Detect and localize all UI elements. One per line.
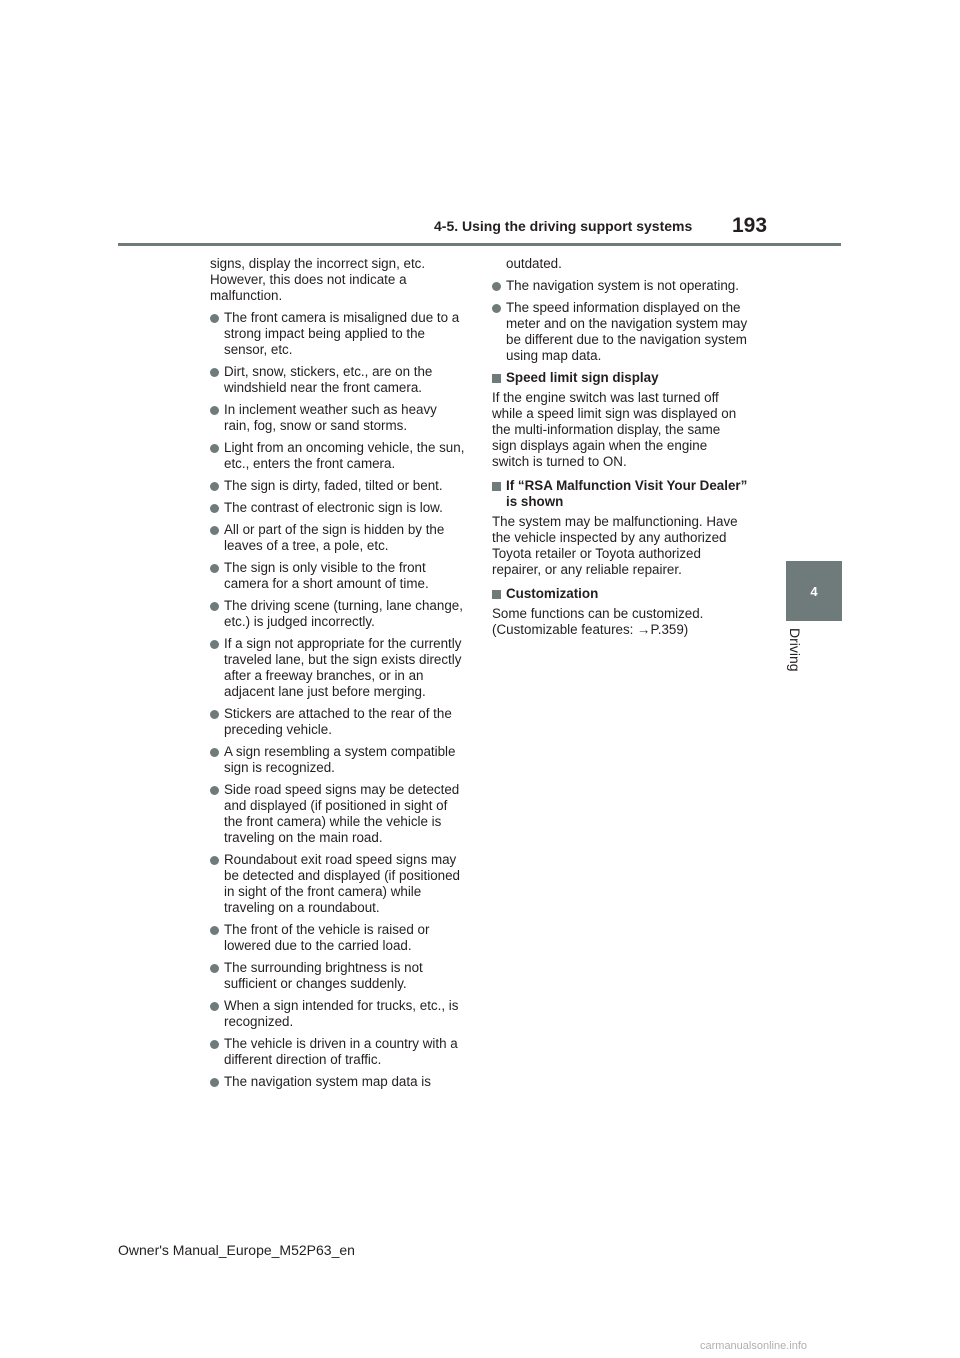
bullet-dot-icon [210,926,219,935]
list-item [210,598,466,630]
bullet-dot-icon [210,1002,219,1011]
list-item-text: Dirt, snow, stickers, etc., are on the windshield near the front camera. [224,364,433,395]
list-item-text: The navigation system is not operating. [506,278,739,293]
list-item-text: The sign is dirty, faded, tilted or bent. [224,478,443,493]
bullet-dot-icon [210,856,219,865]
section-heading [492,586,748,602]
section-body: If the engine switch was last turned off while a speed limit sign was displayed on the multi-information display, the same sign displays again when the engine switch is turned to ON. [492,390,737,469]
list-item [210,636,466,700]
list-item-text: The front camera is misaligned due to a strong impact being applied to the sensor, etc. [224,310,460,357]
list-item [210,522,466,554]
list-item-text: Light from an oncoming vehicle, the sun, etc., enters the front camera. [224,440,465,471]
list-item [492,278,748,294]
list-item [210,560,466,592]
page-number: 193 [732,214,768,237]
list-item [210,744,466,776]
right-bullet-list [492,278,748,364]
bullet-dot-icon [210,444,219,453]
list-item [210,402,466,434]
bullet-dot-icon [210,786,219,795]
left-column [210,256,466,1096]
list-item-text: When a sign intended for trucks, etc., is recognized. [224,998,459,1029]
list-item-text: The navigation system map data is [224,1074,431,1089]
list-item-text: Side road speed signs may be detected and displayed (if positioned in sight of the front camera) while the vehicle is traveling on the main road. [224,782,460,845]
section-heading-text: If “RSA Malfunction Visit Your Dealer” is shown [506,478,748,509]
section-heading [492,478,748,510]
list-item [210,310,466,358]
continued-text: outdated. [506,256,562,271]
list-item [210,440,466,472]
left-bullet-list [210,310,466,1090]
list-item-text: In inclement weather such as heavy rain, fog, snow or sand storms. [224,402,437,433]
square-bullet-icon [492,482,501,491]
footer-manual-id: Owner's Manual_Europe_M52P63_en [118,1242,355,1258]
list-item-text: The surrounding brightness is not sufficient or changes suddenly. [224,960,423,991]
bullet-dot-icon [210,602,219,611]
section-body: Some functions can be customized. (Customizable features: →P.359) [492,606,704,637]
list-item-text: All or part of the sign is hidden by the leaves of a tree, a pole, etc. [224,522,445,553]
chapter-number: 4 [810,583,818,599]
list-item [210,500,466,516]
watermark: carmanualsonline.info [700,1340,808,1352]
section-heading-text: Customization [506,586,599,601]
chapter-label: Driving [787,628,803,672]
bullet-dot-icon [210,526,219,535]
list-item [210,364,466,396]
list-item-text: A sign resembling a system compatible sign is recognized. [224,744,456,775]
bullet-dot-icon [210,482,219,491]
list-item [210,1036,466,1068]
bullet-dot-icon [210,564,219,573]
bullet-dot-icon [210,406,219,415]
list-item [210,706,466,738]
list-item [210,782,466,846]
list-item-text: The speed information displayed on the meter and on the navigation system may be different due to the navigation system using map data. [506,300,748,363]
header-divider [118,243,841,246]
list-item-text: Roundabout exit road speed signs may be detected and displayed (if positioned in sight of the front camera) while traveling on a roundabout. [224,852,460,915]
list-item-text: The driving scene (turning, lane change, etc.) is judged incorrectly. [224,598,463,629]
list-item-text: Stickers are attached to the rear of the preceding vehicle. [224,706,452,737]
list-item-text: The sign is only visible to the front camera for a short amount of time. [224,560,429,591]
list-item [210,478,466,494]
section-heading-text: Speed limit sign display [506,370,659,385]
list-item [210,998,466,1030]
list-item [210,1074,466,1090]
square-bullet-icon [492,590,501,599]
bullet-dot-icon [210,964,219,973]
right-sections [492,370,748,638]
list-item-text: The vehicle is driven in a country with a different direction of traffic. [224,1036,458,1067]
bullet-dot-icon [210,710,219,719]
bullet-dot-icon [210,1040,219,1049]
list-item [210,922,466,954]
bullet-dot-icon [210,640,219,649]
list-item [210,960,466,992]
bullet-dot-icon [210,314,219,323]
section-heading [492,370,748,386]
bullet-dot-icon [492,282,501,291]
bullet-dot-icon [492,304,501,313]
bullet-dot-icon [210,368,219,377]
list-item [492,300,748,364]
section-title: 4-5. Using the driving support systems [434,218,693,234]
list-item-text: The contrast of electronic sign is low. [224,500,443,515]
bullet-dot-icon [210,1078,219,1087]
bullet-dot-icon [210,748,219,757]
bullet-dot-icon [210,504,219,513]
square-bullet-icon [492,374,501,383]
intro-text: signs, display the incorrect sign, etc. However, this does not indicate a malfunction. [210,256,426,303]
right-column [492,256,748,646]
list-item-text: If a sign not appropriate for the currently traveled lane, but the sign exists directly after a freeway branches, or in an adjacent lane just before merging. [224,636,462,699]
list-item-text: The front of the vehicle is raised or lowered due to the carried load. [224,922,430,953]
chapter-tab[interactable] [786,561,842,621]
section-body: The system may be malfunctioning. Have the vehicle inspected by any authorized Toyota retailer or Toyota authorized repairer, or any reliable repairer. [492,514,738,577]
list-item [210,852,466,916]
